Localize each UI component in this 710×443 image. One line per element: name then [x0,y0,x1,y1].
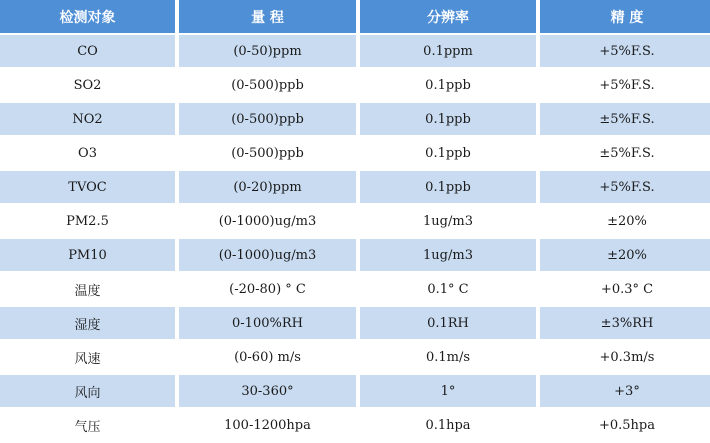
cell-accuracy: +0.3m/s [540,341,710,375]
table-row [0,239,710,273]
cell-target: NO2 [0,103,175,137]
cell-accuracy: ±3%RH [540,307,710,341]
cell-target: SO2 [0,69,175,103]
cell-target: O3 [0,137,175,171]
cell-range: 100-1200hpa [179,409,356,443]
table-row [0,307,710,341]
cell-resolution: 1° [360,375,536,409]
cell-range: (0-500)ppb [179,69,356,103]
cell-range: (0-1000)ug/m3 [179,205,356,239]
cell-resolution: 0.1ppb [360,69,536,103]
table-row [0,103,710,137]
table-row [0,375,710,409]
cell-target: TVOC [0,171,175,205]
cell-resolution: 0.1ppb [360,137,536,171]
table-row [0,137,710,171]
cell-target: CO [0,35,175,69]
cell-accuracy: +5%F.S. [540,35,710,69]
cell-range: 0-100%RH [179,307,356,341]
table-row [0,409,710,443]
cell-resolution: 1ug/m3 [360,205,536,239]
cell-range: (-20-80) ° C [179,273,356,307]
cell-resolution: 0.1hpa [360,409,536,443]
cell-accuracy: +0.3° C [540,273,710,307]
cell-accuracy: ±20% [540,239,710,273]
header-resolution: 分辨率 [360,0,536,35]
cell-accuracy: ±5%F.S. [540,137,710,171]
cell-range: (0-500)ppb [179,137,356,171]
table-row [0,35,710,69]
table-row [0,171,710,205]
cell-resolution: 0.1ppb [360,171,536,205]
table-row [0,69,710,103]
cell-accuracy: ±5%F.S. [540,103,710,137]
cell-target: PM2.5 [0,205,175,239]
cell-range: 30-360° [179,375,356,409]
header-range: 量 程 [179,0,356,35]
cell-range: (0-20)ppm [179,171,356,205]
cell-accuracy: +5%F.S. [540,171,710,205]
cell-resolution: 1ug/m3 [360,239,536,273]
table-row [0,205,710,239]
cell-accuracy: ±20% [540,205,710,239]
table-row [0,341,710,375]
cell-accuracy: +3° [540,375,710,409]
header-accuracy: 精 度 [540,0,710,35]
cell-accuracy: +0.5hpa [540,409,710,443]
cell-target: 温度 [0,273,175,307]
cell-resolution: 0.1RH [360,307,536,341]
cell-range: (0-50)ppm [179,35,356,69]
cell-resolution: 0.1ppb [360,103,536,137]
cell-range: (0-500)ppb [179,103,356,137]
cell-resolution: 0.1m/s [360,341,536,375]
table-row [0,273,710,307]
header-row [0,0,710,35]
cell-target: 气压 [0,409,175,443]
cell-target: 风速 [0,341,175,375]
cell-target: 湿度 [0,307,175,341]
cell-resolution: 0.1ppm [360,35,536,69]
cell-target: 风向 [0,375,175,409]
cell-accuracy: +5%F.S. [540,69,710,103]
cell-target: PM10 [0,239,175,273]
cell-range: (0-60) m/s [179,341,356,375]
header-target: 检测对象 [0,0,175,35]
cell-range: (0-1000)ug/m3 [179,239,356,273]
cell-resolution: 0.1° C [360,273,536,307]
